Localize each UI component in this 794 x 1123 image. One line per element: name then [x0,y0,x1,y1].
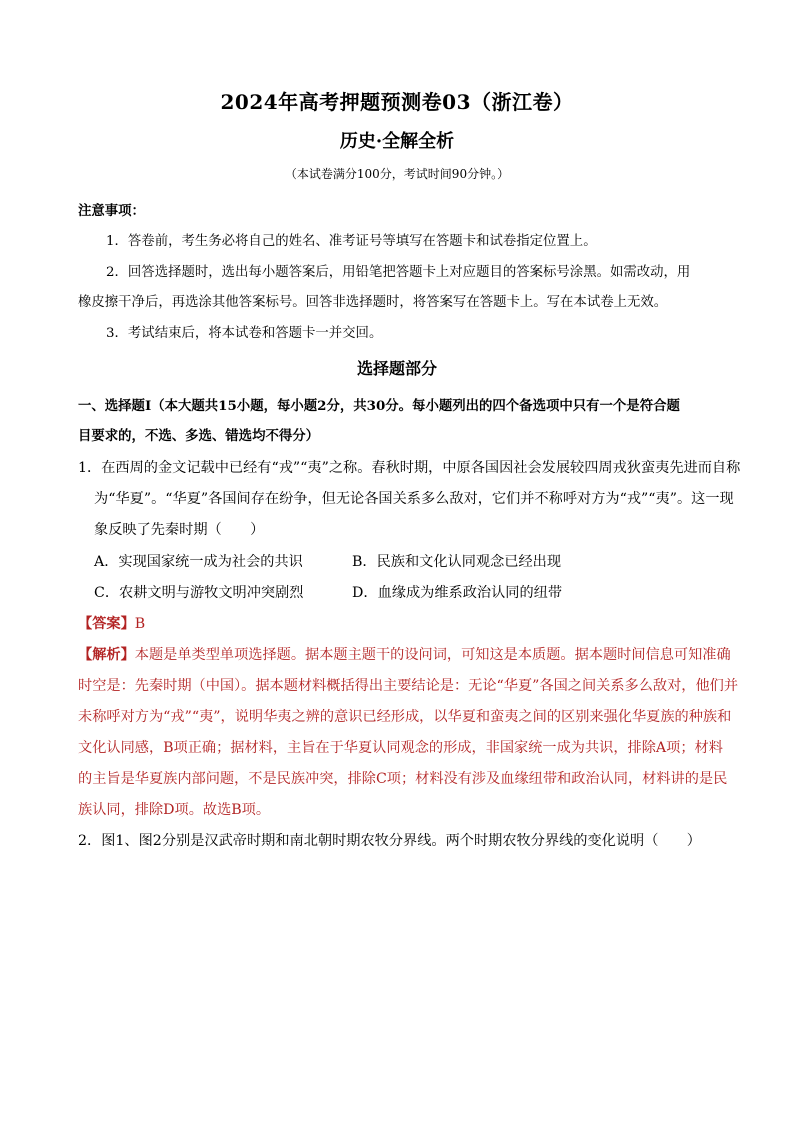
analysis-line-1 [78,644,731,664]
question-1-option-b: B．民族和文化认同观念已经出现 [352,554,562,570]
question-1-line-1: 1．在西周的金文记载中已经有“戎”“夷”之称。春秋时期，中原各国因社会发展较四周戎狄蛮夷先进而自称 [78,460,741,476]
answer-row [78,613,145,633]
exam-subtitle: 历史·全解全析 [339,131,455,152]
question-1-line-2: 为“华夏”。“华夏”各国间存在纷争，但无论各国关系多么敌对，它们并不称呼对方为“戎”“夷”。这一现 [94,491,734,507]
notice-item-2-line-2: 橡皮擦干净后，再选涂其他答案标号。回答非选择题时，将答案写在答题卡上。写在本试卷上无效。 [78,295,668,310]
analysis-line-2: 时空是：先秦时期（中国）。据本题材料概括得出主要结论是：无论“华夏”各国之间关系多么敌对，他们并 [78,678,739,694]
analysis-label: 【解析】 [78,647,135,663]
question-1-option-c: C．农耕文明与游牧文明冲突剧烈 [94,585,304,601]
analysis-line-5: 的主旨是华夏族内部问题，不是民族冲突，排除C项；材料没有涉及血缘纽带和政治认同，材料讲的是民 [78,771,728,787]
section-desc-line-2: 目要求的，不选、多选、错选均不得分） [78,428,320,444]
exam-title: 2024年高考押题预测卷03（浙江卷） [220,90,574,114]
analysis-line-6: 族认同，排除D项。故选B项。 [78,802,271,818]
section-title: 选择题部分 [356,359,437,378]
question-2-line-1: 2．图1、图2分别是汉武帝时期和南北朝时期农牧分界线。两个时期农牧分界线的变化说明（ ） [78,833,701,849]
notice-item-3: 3．考试结束后，将本试卷和答题卡一并交回。 [106,326,383,341]
exam-note: （本试卷满分100分，考试时间90分钟。） [284,167,510,181]
question-1-option-a: A．实现国家统一成为社会的共识 [94,554,303,570]
notice-item-1: 1．答卷前，考生务必将自己的姓名、准考证号等填写在答题卡和试卷指定位置上。 [106,234,597,249]
question-1-option-d: D．血缘成为维系政治认同的纽带 [352,585,563,601]
answer-label: 【答案】 [78,616,135,632]
notice-item-2-line-1: 2．回答选择题时，选出每小题答案后，用铅笔把答题卡上对应题目的答案标号涂黑。如需改动，用 [106,265,691,280]
section-desc-line-1: 一、选择题Ⅰ（本大题共15小题，每小题2分，共30分。每小题列出的四个备选项中只有一个是符合题 [78,398,680,414]
notice-heading: 注意事项： [78,203,145,219]
answer-value: B [134,616,146,632]
analysis-text-1: 本题是单类型单项选择题。据本题主题干的设问词，可知这是本质题。据本题时间信息可知准确 [134,647,731,663]
question-1-line-3: 象反映了先秦时期（ ） [94,522,265,538]
analysis-line-3: 未称呼对方为“戎”“夷”，说明华夷之辨的意识已经形成，以华夏和蛮夷之间的区别来强化华夏族的种族和 [78,709,732,725]
analysis-line-4: 文化认同感，B项正确；据材料，主旨在于华夏认同观念的形成，非国家统一成为共识，排除A项；材料 [78,740,723,756]
